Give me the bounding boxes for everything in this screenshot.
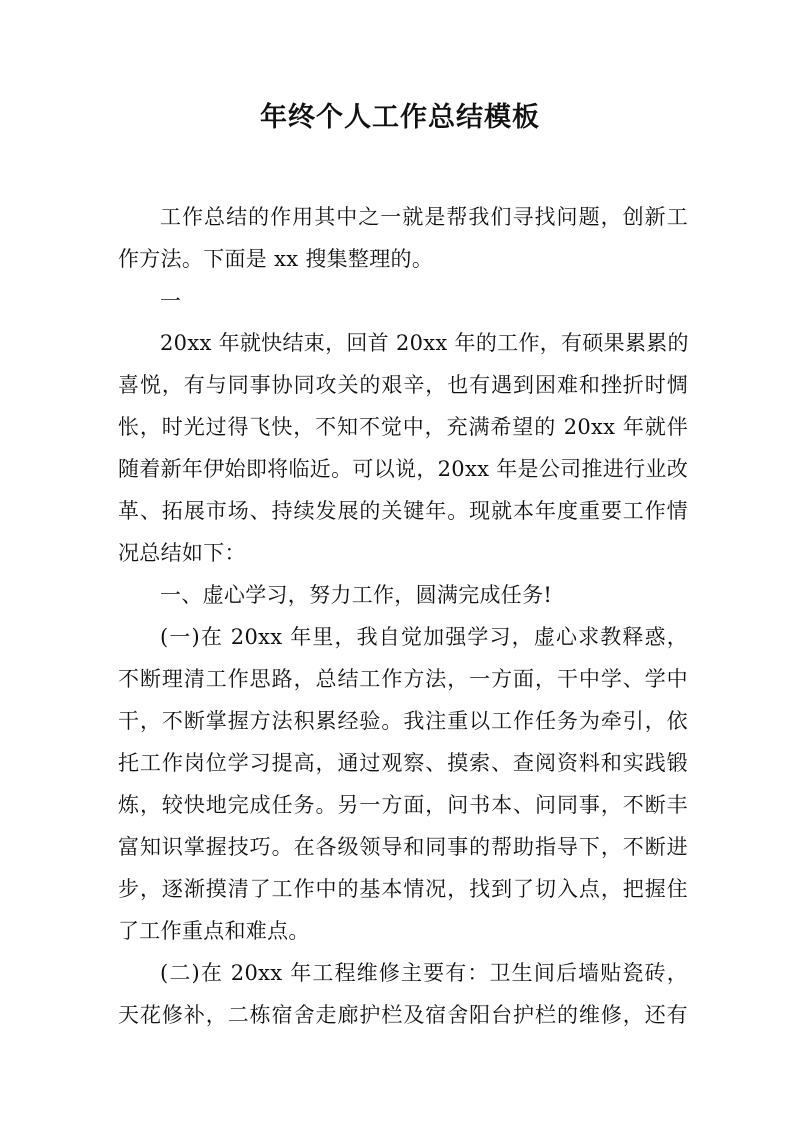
paragraph-line: 托工作岗位学习提高，通过观察、摸索、查阅资料和实践锻 [118,751,688,775]
paragraph-line: 干，不断掌握方法积累经验。我注重以工作任务为牵引，依 [118,709,688,733]
paragraph-line: 况总结如下： [118,541,246,565]
paragraph-line: (二)在 20xx 年工程维修主要有：卫生间后墙贴瓷砖， [160,961,688,985]
paragraph-line: 喜悦，有与同事协同攻关的艰辛，也有遇到困难和挫折时惆 [118,373,688,397]
paragraph-line: 炼，较快地完成任务。另一方面，问书本、问同事，不断丰 [118,793,688,817]
paragraph-line: 不断理清工作思路，总结工作方法，一方面，干中学、学中 [118,667,688,691]
paragraph-line: 了工作重点和难点。 [118,919,310,943]
paragraph-line: 步，逐渐摸清了工作中的基本情况，找到了切入点，把握住 [118,877,688,901]
paragraph-line: 20xx 年就快结束，回首 20xx 年的工作，有硕果累累的 [160,331,689,355]
paragraph-line: 革、拓展市场、持续发展的关键年。现就本年度重要工作情 [118,499,688,523]
paragraph-line: 工作总结的作用其中之一就是帮我们寻找问题，创新工 [160,205,688,229]
paragraph-line: 富知识掌握技巧。在各级领导和同事的帮助指导下，不断进 [118,835,688,859]
paragraph-line: (一)在 20xx 年里，我自觉加强学习，虚心求教释惑， [160,625,688,649]
section-heading: 一、虚心学习，努力工作，圆满完成任务! [160,583,553,607]
paragraph-line: 随着新年伊始即将临近。可以说，20xx 年是公司推进行业改 [118,457,688,481]
section-marker: 一 [160,289,182,313]
paragraph-line: 作方法。下面是 xx 搜集整理的。 [118,247,434,271]
paragraph-line: 怅，时光过得飞快，不知不觉中，充满希望的 20xx 年就伴 [118,415,688,439]
paragraph-line: 天花修补，二栋宿舍走廊护栏及宿舍阳台护栏的维修，还有 [118,1003,688,1027]
document-title: 年终个人工作总结模板 [260,102,540,133]
